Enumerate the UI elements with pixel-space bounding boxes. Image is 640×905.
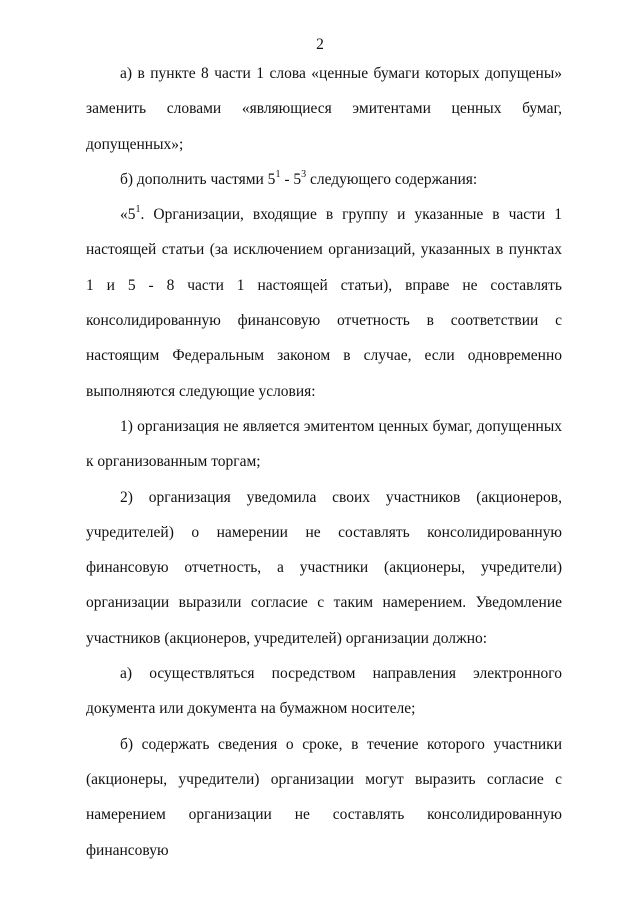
superscript: 1 <box>275 168 281 180</box>
paragraph-amendment-a: а) в пункте 8 части 1 слова «ценные бумаги которых допущены» заменить словами «являющиеся эмитентами ценных бумаг, допущенных»; <box>86 65 562 153</box>
paragraph-part-5-1-text: «5 <box>120 206 136 224</box>
paragraph-condition-2: 2) организация уведомила своих участников (акционеров, учредителей) о намерении не составлять консолидированную финансовую отчетность, а участники (акционеры, учредители) организации выразили согласие с таким намерением. Уведомление участников (акционеров, учредителей) организации должно: <box>86 488 562 647</box>
paragraph-part-5-1-text: . Организации, входящие в группу и указанные в части 1 настоящей статьи (за исключением организаций, указанных в пунктах 1 и 5 - 8 части 1 настоящей статьи), вправе не составлять консолидированную финансовую отчетность в соответствии с настоящим Федеральным законом в случае, если одновременно выполняются следующие условия: <box>86 206 562 400</box>
paragraph-amendment-b-text: б) дополнить частями 5 <box>120 170 276 188</box>
paragraph-condition-1: 1) организация не является эмитентом ценных бумаг, допущенных к организованным торгам; <box>86 417 562 471</box>
paragraph-subitem-a: а) осуществляться посредством направления электронного документа или документа на бумажном носителе; <box>86 665 562 718</box>
paragraph-amendment-b-text: - 5 <box>280 170 302 188</box>
paragraph-part-5-1 <box>86 197 562 409</box>
paragraph-amendment-b <box>86 162 562 197</box>
page-number: 2 <box>316 36 324 53</box>
superscript: 1 <box>135 204 141 216</box>
paragraph-subitem-b: б) содержать сведения о сроке, в течение которого участники (акционеры, учредители) организации могут выразить согласие с намерением организации не составлять консолидированную финансовую <box>86 735 562 859</box>
paragraph-amendment-b-text: следующего содержания: <box>306 170 478 188</box>
document-body <box>86 56 562 868</box>
superscript: 3 <box>301 168 307 180</box>
